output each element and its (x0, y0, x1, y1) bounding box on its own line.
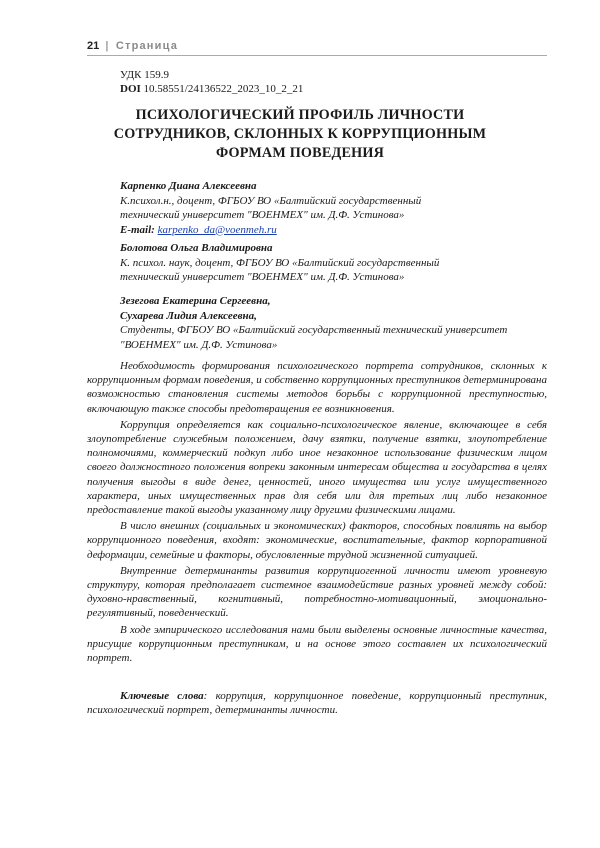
header-page-word: Страница (115, 40, 179, 52)
author-name: Болотова Ольга Владимировна (120, 242, 273, 254)
author-block-3 (120, 294, 507, 352)
article-title (90, 106, 510, 163)
title-line: ФОРМАМ ПОВЕДЕНИЯ (215, 145, 385, 161)
author-name: Зезегова Екатерина Сергеевна, (120, 295, 271, 307)
header-separator: | (105, 40, 110, 52)
running-header (87, 40, 547, 52)
doi-value: 10.58551/24136522_2023_10_2_21 (143, 83, 304, 95)
doi-line (120, 82, 303, 96)
email-label: E-mail: (120, 223, 155, 236)
author-affiliation: К. психол. наук, доцент, ФГБОУ ВО «Балтийский государственный (120, 256, 440, 269)
author-affiliation: технический университет "ВОЕНМЕХ" им. Д.Ф. Устинова» (120, 209, 405, 221)
title-line: ПСИХОЛОГИЧЕСКИЙ ПРОФИЛЬ ЛИЧНОСТИ (135, 107, 465, 123)
author-email-line (120, 223, 421, 238)
email-link[interactable]: karpenko_da@voenmeh.ru (157, 223, 277, 236)
author-block-2 (120, 241, 439, 285)
keywords-label: Ключевые слова (120, 690, 204, 702)
page-number: 21 (87, 40, 100, 52)
abstract (87, 359, 547, 667)
abstract-paragraph: Коррупция определяется как социально-психологическое явление, включающее в себя злоупотребление служебным положением, дачу взятки, получение взятки, злоупотребление полномочиями, коммерческий подкуп либо иное незаконное использование физическим лицом своего должностного положения вопреки законным интересам общества и государства в целях получения выгоды в виде денег, ценностей, иного имущества или услуг имущественного характера, иных имущественных прав для себя или для третьих лиц либо незаконное предоставление такой выгоды указанному лицу другими физическими лицами. (87, 418, 547, 517)
author-block-1 (120, 179, 421, 237)
author-affiliation: К.психол.н., доцент, ФГБОУ ВО «Балтийский государственный (120, 194, 422, 207)
doi-label: DOI (120, 83, 141, 95)
author-name: Карпенко Диана Алексеевна (120, 180, 257, 192)
header-rule (87, 55, 547, 56)
author-affiliation: технический университет "ВОЕНМЕХ" им. Д.Ф. Устинова» (120, 271, 405, 283)
abstract-paragraph: В ходе эмпирического исследования нами были выделены основные личностные качества, присущие коррупционным преступникам, и на основе этого составлен их психологический портрет. (87, 623, 547, 665)
abstract-paragraph: В число внешних (социальных и экономических) факторов, способных повлиять на выбор коррупционного поведения, входят: экономические, воспитательные, фактор корпоративной деформации, семейные и факторы, обусловленные трудной жизненной ситуацией. (87, 520, 547, 561)
author-name: Сухарева Лидия Алексеевна, (120, 309, 257, 322)
udk-code: УДК 159.9 (120, 69, 170, 81)
author-affiliation: "ВОЕНМЕХ" им. Д.Ф. Устинова» (120, 338, 278, 351)
keywords-text: коррупция, коррупционное поведение, коррупционный преступник, психологический портрет, детерминанты личности. (87, 690, 547, 717)
abstract-paragraph: Внутренние детерминанты развития коррупциогенной личности имеют уровневую структуру, которая предполагает системное взаимодействие разных уровней между собой: духовно-нравственный, когнитивный, потребностно-мотивационный, эмоционально-регулятивный, поведенческий. (87, 564, 547, 620)
abstract-paragraph: Необходимость формирования психологического портрета сотрудников, склонных к коррупционным формам поведения, и собственно коррупционных преступников детерминирована возможностью становления системы методов борьбы с коррупционной преступностью, включающую также способы предотвращения ее возникновения. (87, 360, 547, 415)
title-line: СОТРУДНИКОВ, СКЛОННЫХ К КОРРУПЦИОННЫМ (113, 126, 487, 142)
keywords-colon: : (203, 690, 208, 702)
keywords (87, 689, 547, 717)
author-affiliation: Студенты, ФГБОУ ВО «Балтийский государственный технический университет (120, 324, 508, 336)
